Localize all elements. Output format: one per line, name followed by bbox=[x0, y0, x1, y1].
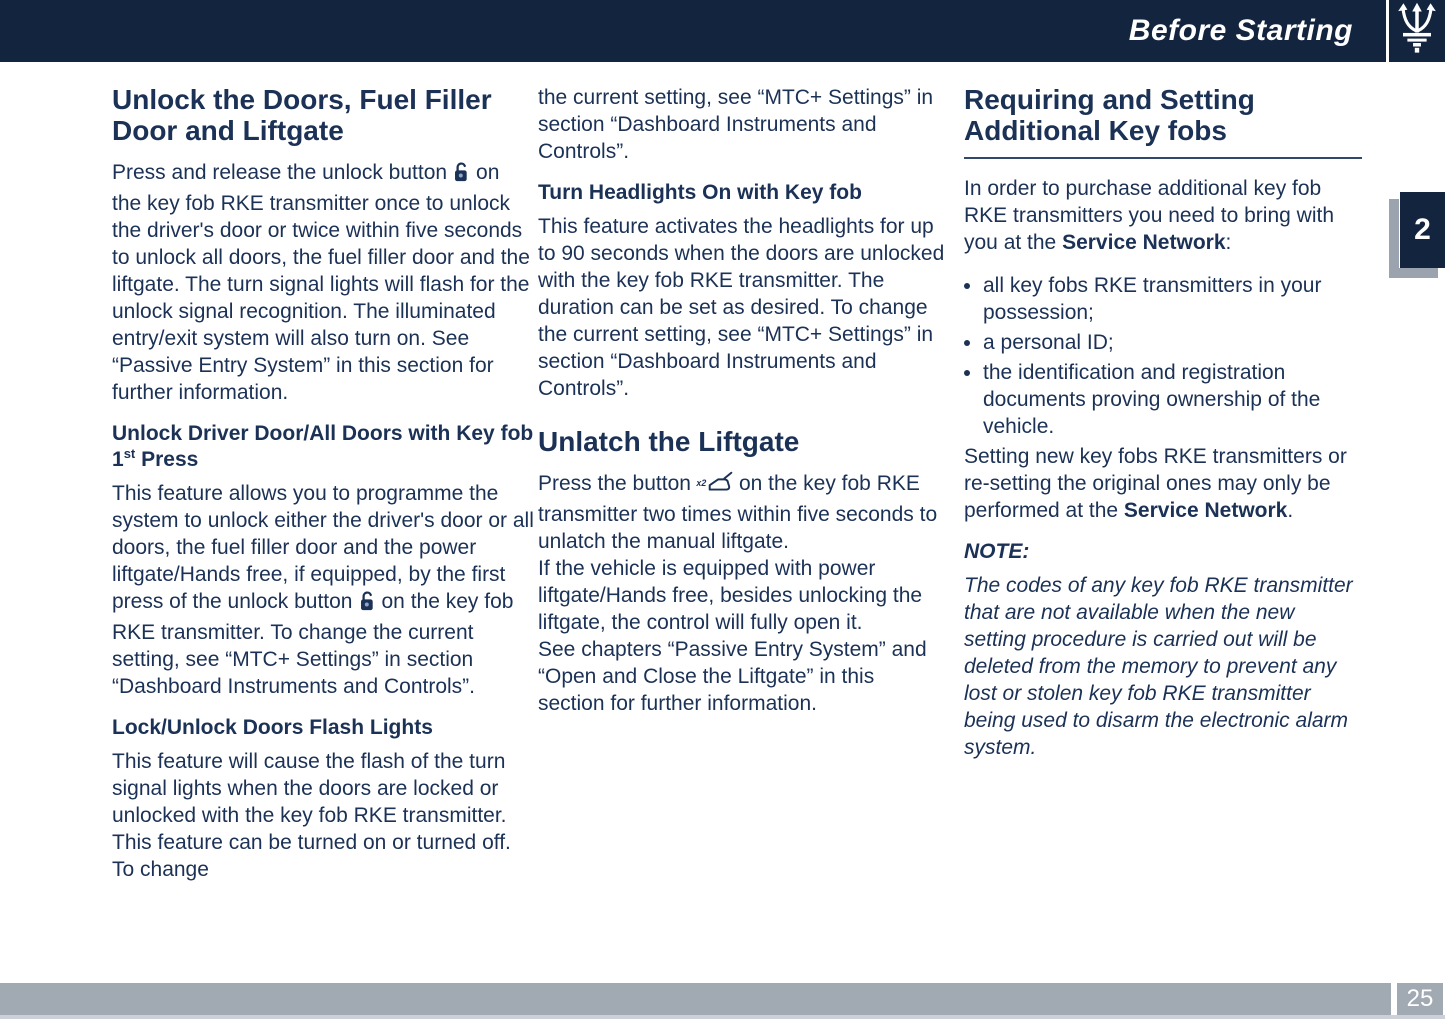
column-3 bbox=[964, 84, 1362, 761]
section-heading-unlock-doors: Unlock the Doors, Fuel Filler Door and Liftgate bbox=[112, 84, 492, 146]
subheading-flash-lights: Lock/Unlock Doors Flash Lights bbox=[112, 716, 433, 739]
page-title: Before Starting bbox=[1128, 14, 1353, 47]
page-number: 25 bbox=[1397, 983, 1443, 1015]
list-item: • all key fobs RKE transmitters in your possession; bbox=[983, 272, 1362, 326]
section-heading-additional-keyfobs: Requiring and Setting Additional Key fobs bbox=[964, 84, 1362, 159]
paragraph-setting-keyfobs bbox=[964, 443, 1362, 524]
subheading-text: Press bbox=[135, 448, 199, 471]
chapter-tab-shadow bbox=[1389, 199, 1399, 278]
paragraph-flash-lights: This feature will cause the flash of the turn signal lights when the doors are locked or unlocked with the key fob RKE transmitter. This feature can be turned on or turned off. To change bbox=[112, 750, 511, 881]
subheading-unlock-driver-door bbox=[112, 421, 534, 473]
paragraph-text: . bbox=[1287, 499, 1294, 522]
paragraph-text: Press the button bbox=[538, 472, 691, 495]
paragraph-text: on the key fob RKE transmitter once to unlock the driver's door or twice within five seconds to unlock all doors, the fuel filler door and the liftgate. The turn signal lights will flash for the unlock signal recognition. The illuminated entry/exit system will also turn on. See “Passive Entry System” in this section for further information. bbox=[112, 161, 530, 404]
chapter-tab: 2 bbox=[1400, 192, 1445, 268]
column-1 bbox=[112, 84, 534, 883]
requirements-list bbox=[964, 272, 1362, 440]
unlock-padlock-icon bbox=[358, 591, 377, 619]
column-2 bbox=[538, 84, 946, 717]
brand-logo bbox=[1389, 0, 1445, 62]
paragraph-unlatch bbox=[538, 470, 946, 555]
paragraph-text: : bbox=[1225, 231, 1232, 254]
chapter-tab-shadow bbox=[1389, 268, 1438, 278]
list-item: • a personal ID; bbox=[983, 329, 1362, 356]
maserati-trident-icon bbox=[1396, 2, 1438, 61]
paragraph-text: Setting new key fobs RKE transmitters or re-setting the original ones may only be performed at the bbox=[964, 445, 1347, 522]
section-heading-unlatch-liftgate: Unlatch the Liftgate bbox=[538, 426, 800, 457]
paragraph-text: on the key fob RKE transmitter. To change the current setting, see “MTC+ Settings” in section “Dashboard Instruments and Controls”. bbox=[112, 590, 514, 698]
paragraph-see-chapters: See chapters “Passive Entry System” and “Open and Close the Liftgate” in this section for further information. bbox=[538, 638, 927, 715]
paragraph-power-liftgate: If the vehicle is equipped with power liftgate/Hands free, besides unlocking the liftgate, the control will fully open it. bbox=[538, 557, 923, 634]
superscript-st: st bbox=[123, 446, 136, 461]
paragraph-text: Press and release the unlock button bbox=[112, 161, 448, 184]
paragraph-text: In order to purchase additional key fob RKE transmitters you need to bring with you at the bbox=[964, 177, 1335, 254]
note-text: The codes of any key fob RKE transmitter that are not available when the new setting procedure is carried out will be deleted from the memory to prevent any lost or stolen key fob RKE transmitter being used to disarm the electronic alarm system. bbox=[964, 574, 1353, 759]
liftgate-x2-icon bbox=[696, 471, 734, 501]
header-bar bbox=[0, 0, 1445, 62]
paragraph-first-press bbox=[112, 480, 534, 700]
paragraph-unlock-doors bbox=[112, 159, 534, 406]
unlock-padlock-icon bbox=[452, 162, 471, 190]
subheading-text: Unlock Driver Door/All Doors with Key fob 1 bbox=[112, 422, 534, 471]
list-item: • the identification and registration documents proving ownership of the vehicle. bbox=[983, 359, 1362, 440]
svg-text:x2: x2 bbox=[696, 478, 707, 489]
subheading-headlights-keyfob: Turn Headlights On with Key fob bbox=[538, 181, 862, 204]
bold-service-network: Service Network bbox=[1062, 231, 1226, 254]
bold-service-network: Service Network bbox=[1123, 499, 1288, 522]
paragraph-continued: the current setting, see “MTC+ Settings” in section “Dashboard Instruments and Controls”. bbox=[538, 86, 934, 163]
paragraph-purchase-intro bbox=[964, 175, 1362, 256]
paragraph-text: on the key fob RKE transmitter two times within five seconds to unlatch the manual liftgate. bbox=[538, 472, 938, 553]
footer-bar bbox=[0, 983, 1391, 1015]
paragraph-headlights: This feature activates the headlights for up to 90 seconds when the doors are unlocked with the key fob RKE transmitter. The duration can be set as desired. To change the current setting, see “MTC+ Settings” in section “Dashboard Instruments and Controls”. bbox=[538, 215, 945, 400]
footer-strip bbox=[0, 1015, 1445, 1019]
note-label: NOTE: bbox=[964, 540, 1030, 563]
paragraph-text: This feature allows you to programme the system to unlock either the driver's door or all doors, the fuel filler door and the power liftgate/Hands free, if equipped, by the first press of the unlock button bbox=[112, 482, 534, 613]
